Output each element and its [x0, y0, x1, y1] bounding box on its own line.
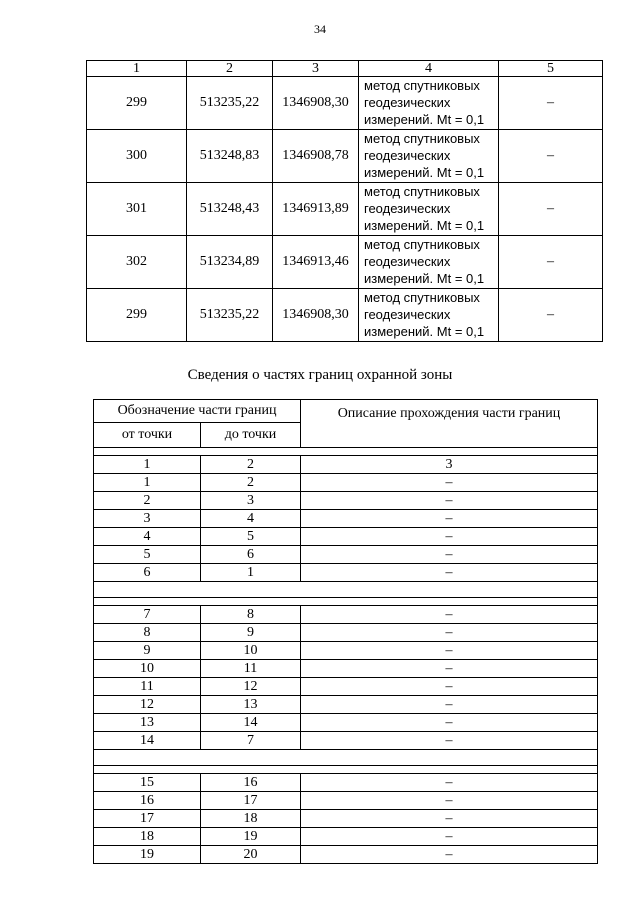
col-header: 2 — [187, 61, 273, 77]
to-point: 6 — [201, 546, 301, 564]
method-line: измерений. Mt = 0,1 — [364, 218, 485, 233]
from-point: 13 — [94, 714, 201, 732]
description: – — [301, 642, 598, 660]
from-point: 3 — [94, 510, 201, 528]
point-number: 299 — [87, 289, 187, 342]
to-point: 17 — [201, 792, 301, 810]
from-point: 18 — [94, 828, 201, 846]
description: – — [301, 774, 598, 792]
spacer-row — [94, 448, 598, 456]
coord-y: 1346908,78 — [273, 130, 359, 183]
from-point: 4 — [94, 528, 201, 546]
to-point: 5 — [201, 528, 301, 546]
description: – — [301, 528, 598, 546]
note-cell: – — [499, 130, 603, 183]
to-point: 8 — [201, 606, 301, 624]
header-to-point: до точки — [201, 423, 301, 448]
to-point: 13 — [201, 696, 301, 714]
from-point: 5 — [94, 546, 201, 564]
coordinates-table — [86, 60, 603, 342]
blank-row — [94, 750, 598, 766]
description: – — [301, 564, 598, 582]
coord-y: 1346913,89 — [273, 183, 359, 236]
col-header: 5 — [499, 61, 603, 77]
to-point: 16 — [201, 774, 301, 792]
description: – — [301, 492, 598, 510]
description: – — [301, 474, 598, 492]
boundary-part-row — [94, 810, 598, 828]
coord-y: 1346908,30 — [273, 77, 359, 130]
method-cell — [359, 289, 499, 342]
coord-x: 513234,89 — [187, 236, 273, 289]
boundary-part-row — [94, 714, 598, 732]
description: – — [301, 846, 598, 864]
spacer-cell — [94, 448, 598, 456]
method-line: метод спутниковых — [364, 290, 480, 305]
method-line: измерений. Mt = 0,1 — [364, 271, 485, 286]
coordinate-row — [87, 183, 603, 236]
boundary-part-row — [94, 660, 598, 678]
column-number: 1 — [94, 456, 201, 474]
method-line: геодезических — [364, 307, 451, 322]
from-point: 2 — [94, 492, 201, 510]
coord-x: 513248,83 — [187, 130, 273, 183]
method-cell — [359, 77, 499, 130]
to-point: 19 — [201, 828, 301, 846]
note-cell: – — [499, 183, 603, 236]
description: – — [301, 660, 598, 678]
description: – — [301, 606, 598, 624]
description: – — [301, 624, 598, 642]
method-cell — [359, 236, 499, 289]
coord-y: 1346913,46 — [273, 236, 359, 289]
header-description: Описание прохождения части границ — [301, 400, 598, 448]
point-number: 301 — [87, 183, 187, 236]
section-title: Сведения о частях границ охранной зоны — [187, 367, 453, 383]
method-line: метод спутниковых — [364, 184, 480, 199]
from-point: 16 — [94, 792, 201, 810]
description: – — [301, 678, 598, 696]
boundary-part-row — [94, 492, 598, 510]
from-point: 6 — [94, 564, 201, 582]
method-cell — [359, 183, 499, 236]
method-line: метод спутниковых — [364, 237, 480, 252]
boundary-part-row — [94, 528, 598, 546]
method-line: геодезических — [364, 201, 451, 216]
note-cell: – — [499, 77, 603, 130]
description: – — [301, 792, 598, 810]
to-point: 9 — [201, 624, 301, 642]
coordinate-row — [87, 77, 603, 130]
from-point: 9 — [94, 642, 201, 660]
from-point: 17 — [94, 810, 201, 828]
boundary-part-row — [94, 564, 598, 582]
boundary-part-row — [94, 546, 598, 564]
to-point: 1 — [201, 564, 301, 582]
description: – — [301, 810, 598, 828]
to-point: 14 — [201, 714, 301, 732]
method-line: метод спутниковых — [364, 131, 480, 146]
col-header: 4 — [359, 61, 499, 77]
to-point: 2 — [201, 474, 301, 492]
point-number: 300 — [87, 130, 187, 183]
coordinates-header-row — [87, 61, 603, 77]
coord-x: 513248,43 — [187, 183, 273, 236]
point-number: 299 — [87, 77, 187, 130]
method-line: геодезических — [364, 254, 451, 269]
description: – — [301, 714, 598, 732]
col-header: 1 — [87, 61, 187, 77]
method-line: геодезических — [364, 95, 451, 110]
from-point: 8 — [94, 624, 201, 642]
boundary-part-row — [94, 792, 598, 810]
note-cell: – — [499, 289, 603, 342]
description: – — [301, 546, 598, 564]
boundary-parts-table — [93, 399, 598, 864]
to-point: 3 — [201, 492, 301, 510]
boundary-part-row — [94, 846, 598, 864]
header-group: Обозначение части границ — [94, 400, 301, 423]
coordinate-row — [87, 236, 603, 289]
page-number: 34 — [314, 22, 326, 36]
blank-row — [94, 582, 598, 598]
from-point: 14 — [94, 732, 201, 750]
spacer-row — [94, 766, 598, 774]
coord-x: 513235,22 — [187, 77, 273, 130]
column-number: 3 — [301, 456, 598, 474]
blank-cell — [94, 582, 598, 598]
to-point: 12 — [201, 678, 301, 696]
to-point: 11 — [201, 660, 301, 678]
method-line: измерений. Mt = 0,1 — [364, 165, 485, 180]
point-number: 302 — [87, 236, 187, 289]
from-point: 19 — [94, 846, 201, 864]
boundary-part-row — [94, 774, 598, 792]
boundary-part-row — [94, 828, 598, 846]
boundary-part-row — [94, 510, 598, 528]
col-header: 3 — [273, 61, 359, 77]
method-line: метод спутниковых — [364, 78, 480, 93]
to-point: 4 — [201, 510, 301, 528]
from-point: 10 — [94, 660, 201, 678]
description: – — [301, 828, 598, 846]
blank-cell — [94, 750, 598, 766]
boundary-part-row — [94, 606, 598, 624]
coord-y: 1346908,30 — [273, 289, 359, 342]
spacer-cell — [94, 598, 598, 606]
to-point: 20 — [201, 846, 301, 864]
spacer-cell — [94, 766, 598, 774]
method-line: измерений. Mt = 0,1 — [364, 112, 485, 127]
spacer-row — [94, 598, 598, 606]
boundary-part-row — [94, 474, 598, 492]
from-point: 15 — [94, 774, 201, 792]
to-point: 7 — [201, 732, 301, 750]
from-point: 1 — [94, 474, 201, 492]
boundary-part-row — [94, 696, 598, 714]
description: – — [301, 732, 598, 750]
coordinate-row — [87, 130, 603, 183]
method-cell — [359, 130, 499, 183]
coord-x: 513235,22 — [187, 289, 273, 342]
boundary-part-row — [94, 624, 598, 642]
coordinate-row — [87, 289, 603, 342]
from-point: 11 — [94, 678, 201, 696]
column-number: 2 — [201, 456, 301, 474]
column-number-row — [94, 456, 598, 474]
description: – — [301, 696, 598, 714]
header-from-point: от точки — [94, 423, 201, 448]
method-line: геодезических — [364, 148, 451, 163]
boundary-part-row — [94, 732, 598, 750]
from-point: 7 — [94, 606, 201, 624]
method-line: измерений. Mt = 0,1 — [364, 324, 485, 339]
from-point: 12 — [94, 696, 201, 714]
to-point: 10 — [201, 642, 301, 660]
to-point: 18 — [201, 810, 301, 828]
boundary-part-row — [94, 642, 598, 660]
description: – — [301, 510, 598, 528]
boundary-part-row — [94, 678, 598, 696]
note-cell: – — [499, 236, 603, 289]
